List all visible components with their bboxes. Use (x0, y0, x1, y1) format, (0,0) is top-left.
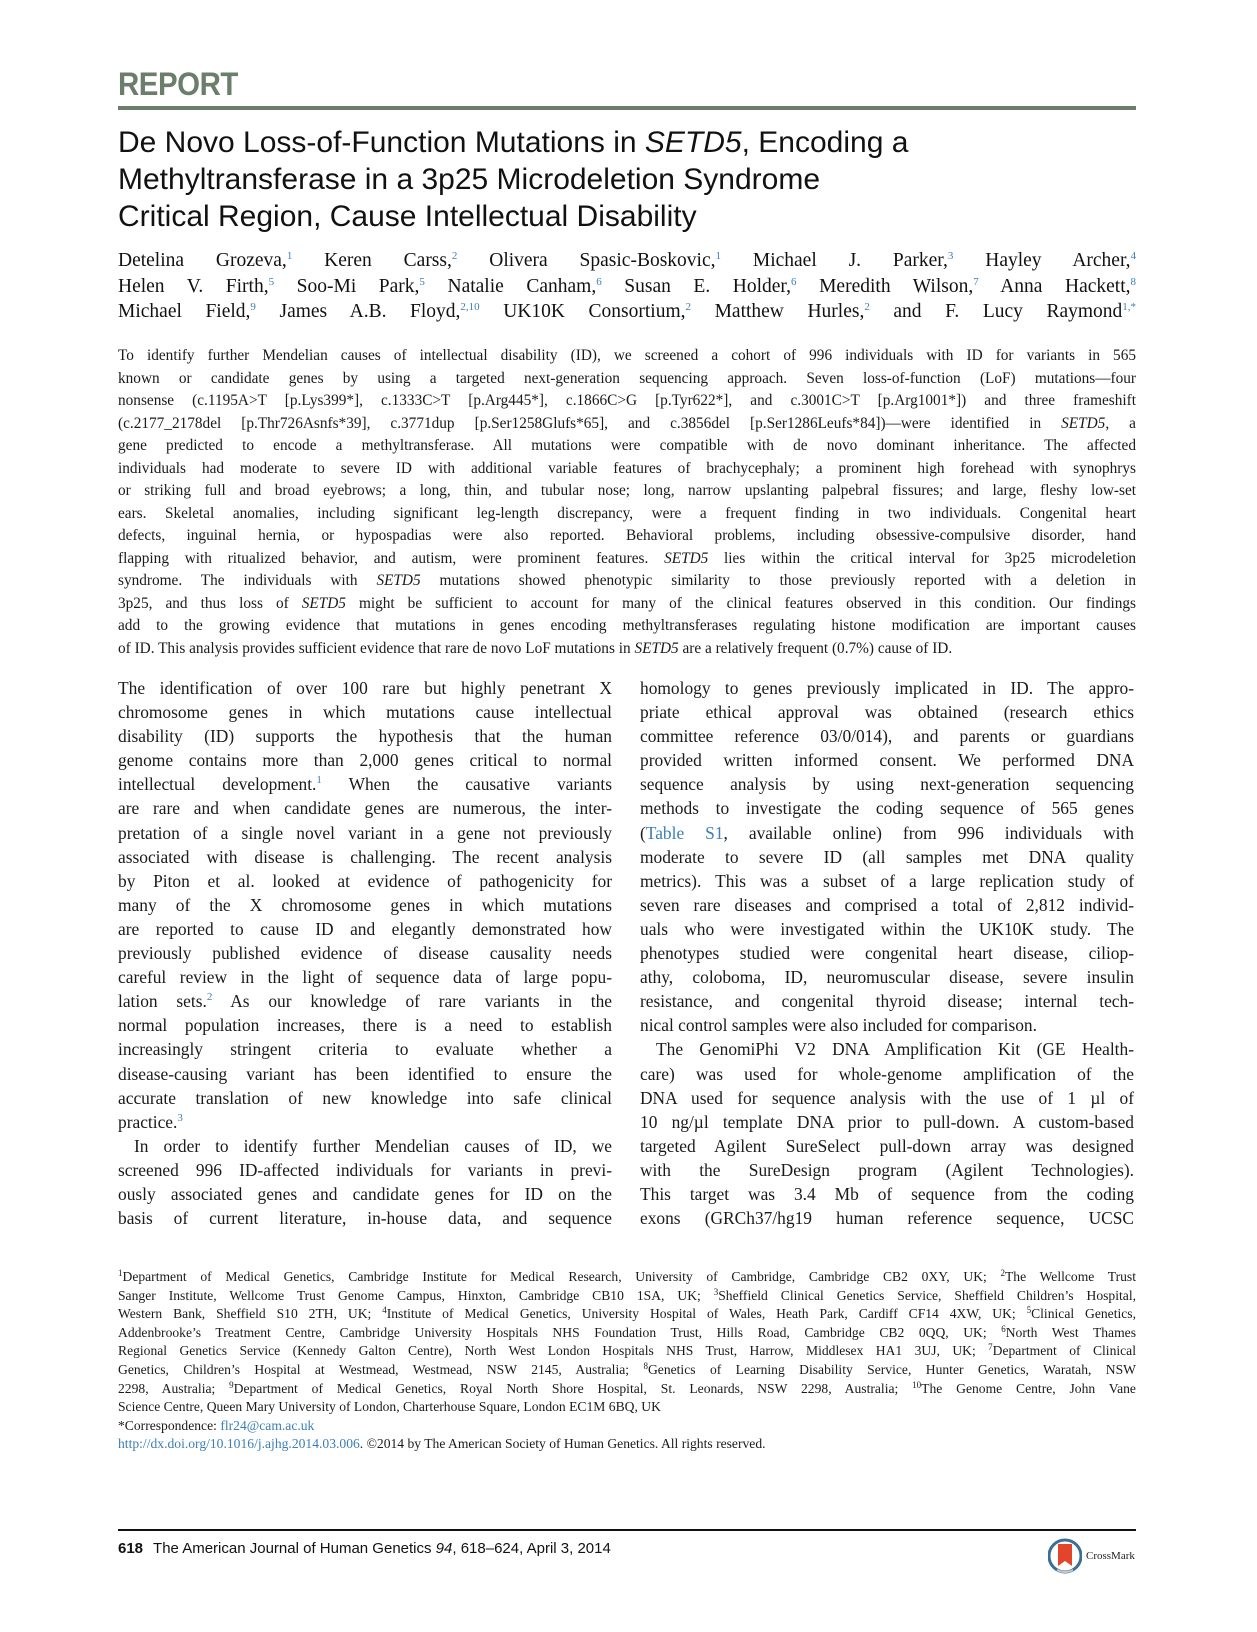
body-line: In order to identify further Mendelian causes of ID, we (134, 1135, 612, 1156)
reference-marker[interactable]: 3 (177, 1111, 183, 1124)
affiliation-line: 2298, Australia; $^9$Department of Medical Genetics, Royal North Shore Hospital, St. Leonards, NSW 2298, Australia; $^{10}$The Genome Centre, John Vane (118, 1379, 1136, 1396)
body-line: intellectual development.$^1$ When the causative variants (118, 774, 612, 795)
title-text: , Encoding a (741, 126, 909, 159)
author-line (118, 248, 1136, 274)
reference-marker[interactable]: 1 (316, 774, 322, 787)
gene-name: SETD5 (1061, 414, 1106, 432)
gene-name: SETD5 (644, 126, 742, 159)
body-line: exons (GRCh37/hg19 human reference sequence, UCSC (640, 1208, 1134, 1229)
body-line: metrics). This was a subset of a large replication study of (640, 870, 1134, 891)
section-label: REPORT (118, 66, 238, 102)
body-line: care) was used for whole-genome amplification of the (640, 1063, 1134, 1084)
journal-citation: , 618–624, April 3, 2014 (452, 1540, 611, 1557)
body-column-left (118, 676, 612, 1230)
copyright: . ©2014 by The American Society of Human Genetics. All rights reserved. (359, 1436, 766, 1452)
gene-name: SETD5 (376, 572, 421, 589)
body-line: sequence analysis by using next-generation sequencing (640, 774, 1134, 795)
body-line: The identification of over 100 rare but highly penetrant X (118, 678, 612, 698)
affiliation-marker[interactable]: 2 (451, 250, 458, 262)
body-line: DNA used for sequence analysis with the use of 1 µl of (640, 1087, 1134, 1108)
body-line: normal population increases, there is a need to establish (118, 1015, 612, 1036)
body-line: practice.$^3$ (118, 1111, 183, 1132)
affiliations (118, 1268, 1136, 1454)
correspondence (118, 1417, 1136, 1436)
abstract-line: add to the growing evidence that mutations in genes encoding methyltransferases regulating histone modification are important causes (118, 617, 1136, 634)
abstract-line: or striking full and broad eyebrows; a long, thin, and tubular nose; long, narrow upslanting palpebral fissures; and large, fleshy low-set (118, 482, 1136, 499)
affiliation-marker[interactable]: 2,10 (460, 301, 480, 313)
doi-line (118, 1435, 1136, 1454)
body-line: with the SureDesign program (Agilent Technologies). (640, 1159, 1134, 1180)
body-line: chromosome genes in which mutations cause intellectual (118, 702, 612, 723)
doi-link[interactable]: http://dx.doi.org/10.1016/j.ajhg.2014.03.006 (118, 1436, 360, 1452)
body-line: genome contains more than 2,000 genes critical to normal (118, 750, 612, 771)
author: Keren Carss,$^2$ (324, 250, 458, 271)
title-line-3: Critical Region, Cause Intellectual Disability (118, 200, 697, 233)
affiliation-marker[interactable]: 1 (715, 250, 721, 262)
crossmark-button[interactable] (1048, 1537, 1135, 1575)
table-s1-link[interactable]: Table S1 (645, 822, 724, 843)
title-line-1 (118, 124, 1136, 161)
abstract-line: known or candidate genes by using a targeted next-generation sequencing approach. Seven loss-of-function (LoF) mutations—four (118, 369, 1136, 387)
author-list (118, 248, 1136, 325)
body-line: careful review in the light of sequence data of large popu- (118, 967, 612, 988)
body-line: athy, coloboma, ID, neuromuscular disease, severe insulin (640, 967, 1134, 988)
body-line: are reported to cause ID and elegantly demonstrated how (118, 918, 612, 939)
abstract-line: gene predicted to encode a methyltransferase. All mutations were compatible with de novo dominant inheritance. The affected (118, 437, 1136, 454)
author-line (118, 299, 1136, 325)
affiliation-line: Western Bank, Sheffield S10 2TH, UK; $^4$Institute of Medical Genetics, University Hospital of Wales, Heath Park, Cardiff CF14 4XW, UK; $^5$Clinical Genetics, (118, 1305, 1136, 1322)
affiliation-line: Genetics, Children’s Hospital at Westmead, Westmead, NSW 2145, Australia; $^8$Genetics of Learning Disability Service, Hunter Genetics, Waratah, NSW (118, 1360, 1137, 1377)
affiliation-marker[interactable]: 9 (250, 301, 256, 313)
body-line: provided written informed consent. We performed DNA (640, 750, 1134, 771)
author: James A.B. Floyd,$^{2,10}$ (279, 301, 480, 322)
gene-name: SETD5 (634, 639, 679, 657)
author: Matthew Hurles,$^2$ (714, 301, 870, 322)
gene-name: SETD5 (301, 594, 346, 612)
body-line: committee reference 03/0/014), and parents or guardians (640, 726, 1134, 747)
body-line: seven rare diseases and comprised a total of 2,812 individ- (640, 894, 1134, 915)
body-line: This target was 3.4 Mb of sequence from the coding (640, 1183, 1134, 1204)
reference-marker[interactable]: 2 (206, 991, 213, 1004)
author: UK10K Consortium,$^2$ (503, 301, 692, 322)
author: Helen V. Firth,$^5$ (118, 275, 275, 297)
affiliation-line: Sanger Institute, Wellcome Trust Genome Campus, Hinxton, Cambridge CB10 1SA, UK; $^3$Sheffield Clinical Genetics Service, Sheffield Children’s Hospital, (118, 1286, 1136, 1303)
affiliation-marker[interactable]: 5 (419, 275, 425, 288)
abstract-line: syndrome. The individuals with SETD5 mutations showed phenotypic similarity to those previously reported with a deletion in (118, 572, 1136, 589)
abstract-line: To identify further Mendelian causes of intellectual disability (ID), we screened a cohort of 996 individuals with ID for variants in 565 (118, 347, 1136, 364)
abstract (118, 345, 1136, 660)
affiliation-line: $^1$Department of Medical Genetics, Cambridge Institute for Medical Research, University of Cambridge, Cambridge CB2 0XY, UK; $^2$The Wellcome Trust (118, 1268, 1136, 1284)
author: Natalie Canham,$^6$ (447, 275, 602, 297)
affiliation-marker[interactable]: 4 (1130, 250, 1137, 262)
body-line: disease-causing variant has been identified to ensure the (118, 1063, 612, 1084)
body-line: methods to investigate the coding sequence of 565 genes (640, 798, 1134, 819)
page-footer (118, 1540, 611, 1557)
title-line-2: Methyltransferase in a 3p25 Microdeletion Syndrome (118, 163, 821, 196)
author: Meredith Wilson,$^7$ (819, 275, 979, 297)
journal-name: The American Journal of Human Genetics (153, 1540, 436, 1557)
author: Hayley Archer,$^4$ (985, 250, 1137, 271)
body-line: homology to genes previously implicated in ID. The appro- (640, 678, 1134, 698)
footer-rule (118, 1529, 1136, 1531)
body-line: many of the X chromosome genes in which mutations (118, 894, 612, 915)
author: Anna Hackett,$^8$ (1000, 275, 1136, 297)
abstract-line: ears. Skeletal anomalies, including significant leg-length discrepancy, were a frequent finding in two individuals. Congenital heart (118, 504, 1136, 522)
affiliation-line: Addenbrooke’s Treatment Centre, Cambridge University Hospitals NHS Foundation Trust, Hills Road, Cambridge CB2 0QQ, UK; $^6$North West Thames (118, 1323, 1136, 1340)
affiliation-marker[interactable]: 5 (268, 275, 275, 288)
abstract-line: of ID. This analysis provides sufficient evidence that rare de novo LoF mutations in SETD5 are a relatively frequent (0.7%) cause of ID. (118, 639, 953, 657)
abstract-line: individuals had moderate to severe ID with additional variable features of brachycephaly; a prominent high forehead with synophrys (118, 459, 1136, 477)
body-line: nical control samples were also included for comparison. (640, 1015, 1037, 1036)
author: Susan E. Holder,$^6$ (624, 275, 797, 297)
correspondence-email-link[interactable]: flr24@cam.ac.uk (220, 1417, 315, 1433)
body-line: priate ethical approval was obtained (research ethics (640, 702, 1134, 723)
abstract-line: nonsense (c.1195A>T [p.Lys399*], c.1333C>T [p.Arg445*], c.1866C>G [p.Tyr622*], and c.3001C>T [p.Arg1001*]) and three frameshift (118, 392, 1136, 409)
abstract-line: flapping with ritualized behavior, and autism, were prominent features. SETD5 lies within the critical interval for 3p25 microdeletion (118, 549, 1136, 567)
abstract-line: (c.2177_2178del [p.Thr726Asnfs*39], c.3771dup [p.Ser1258Glufs*65], and c.3856del [p.Ser1286Leufs*84])—were identified in SETD5, a (118, 414, 1136, 432)
affiliation-marker[interactable]: 2 (864, 301, 870, 313)
journal-volume: 94 (435, 1540, 453, 1557)
body-line: lation sets.$^2$ As our knowledge of rare variants in the (118, 991, 613, 1012)
author: and F. Lucy Raymond$^{1,*}$ (893, 301, 1137, 322)
affiliation-line: Science Centre, Queen Mary University of London, Charterhouse Square, London EC1M 6BQ, UK (118, 1399, 661, 1415)
author: Michael Field,$^9$ (118, 301, 256, 322)
crossmark-icon (1048, 1537, 1082, 1575)
body-line: phenotypes studied were congenital heart disease, ciliop- (640, 943, 1134, 964)
body-line: 10 ng/µl template DNA prior to pull-down. A custom-based (640, 1111, 1134, 1132)
body-line: resistance, and congenital thyroid disease; internal tech- (640, 991, 1134, 1012)
author: Soo-Mi Park,$^5$ (296, 275, 425, 297)
crossmark-label: CrossMark (1086, 1550, 1135, 1562)
affiliation-marker[interactable]: 1,* (1122, 301, 1137, 313)
body-line: accurate translation of new knowledge into safe clinical (118, 1087, 612, 1108)
gene-name: SETD5 (664, 549, 709, 567)
affiliation-list (118, 1268, 1136, 1417)
body-line: basis of current literature, in-house data, and sequence (118, 1208, 612, 1229)
body-line: screened 996 ID-affected individuals for variants in previ- (118, 1159, 612, 1180)
page-number: 618 (118, 1540, 144, 1557)
affiliation-marker[interactable]: 6 (596, 275, 602, 288)
body-line: previously published evidence of disease causality needs (118, 943, 612, 964)
body-line: associated with disease is challenging. The recent analysis (118, 846, 612, 867)
affiliation-marker[interactable]: 6 (791, 275, 797, 288)
body-line: by Piton et al. looked at evidence of pathogenicity for (118, 870, 612, 891)
affiliation-marker[interactable]: 8 (1130, 275, 1136, 288)
body-line: uals who were investigated within the UK10K study. The (640, 918, 1134, 939)
body-line: The GenomiPhi V2 DNA Amplification Kit (GE Health- (656, 1039, 1134, 1060)
body-line: (Table S1, available online) from 996 individuals with (640, 822, 1134, 843)
affiliation-marker[interactable]: 7 (973, 275, 979, 288)
abstract-line: defects, inguinal hernia, or hypospadias were also reported. Behavioral problems, including obsessive-compulsive disorder, hand (118, 527, 1136, 544)
body-line: targeted Agilent SureSelect pull-down array was designed (640, 1135, 1134, 1156)
body-line: moderate to severe ID (all samples met DNA quality (640, 846, 1134, 867)
body-line: are rare and when candidate genes are numerous, the inter- (118, 798, 612, 819)
affiliation-marker[interactable]: 2 (685, 301, 692, 313)
affiliation-marker[interactable]: 3 (947, 250, 954, 262)
author: Olivera Spasic-Boskovic,$^1$ (489, 250, 721, 271)
header-rule (118, 106, 1136, 110)
abstract-line: 3p25, and thus loss of SETD5 might be sufficient to account for many of the clinical features observed in this condition. Our findings (118, 594, 1136, 612)
body-column-right (640, 676, 1134, 1230)
body-line: disability (ID) supports the hypothesis that the human (118, 726, 612, 747)
author: Detelina Grozeva,$^1$ (118, 250, 293, 271)
author: Michael J. Parker,$^3$ (752, 250, 954, 271)
affiliation-line: Regional Genetics Service (Kennedy Galton Centre), North West London Hospitals NHS Trust, Harrow, Middlesex HA1 3UJ, UK; $^7$Department of Clinical (118, 1342, 1136, 1359)
body-line: increasingly stringent criteria to evaluate whether a (118, 1039, 612, 1060)
body-line: pretation of a single novel variant in a gene not previously (118, 822, 612, 843)
author-line (118, 274, 1136, 300)
title-text: De Novo Loss-of-Function Mutations in (118, 126, 645, 159)
affiliation-marker[interactable]: 1 (286, 250, 293, 262)
body-line: ously associated genes and candidate genes for ID on the (118, 1183, 612, 1204)
correspondence-label: *Correspondence: (118, 1417, 221, 1433)
article-title (118, 124, 1136, 235)
